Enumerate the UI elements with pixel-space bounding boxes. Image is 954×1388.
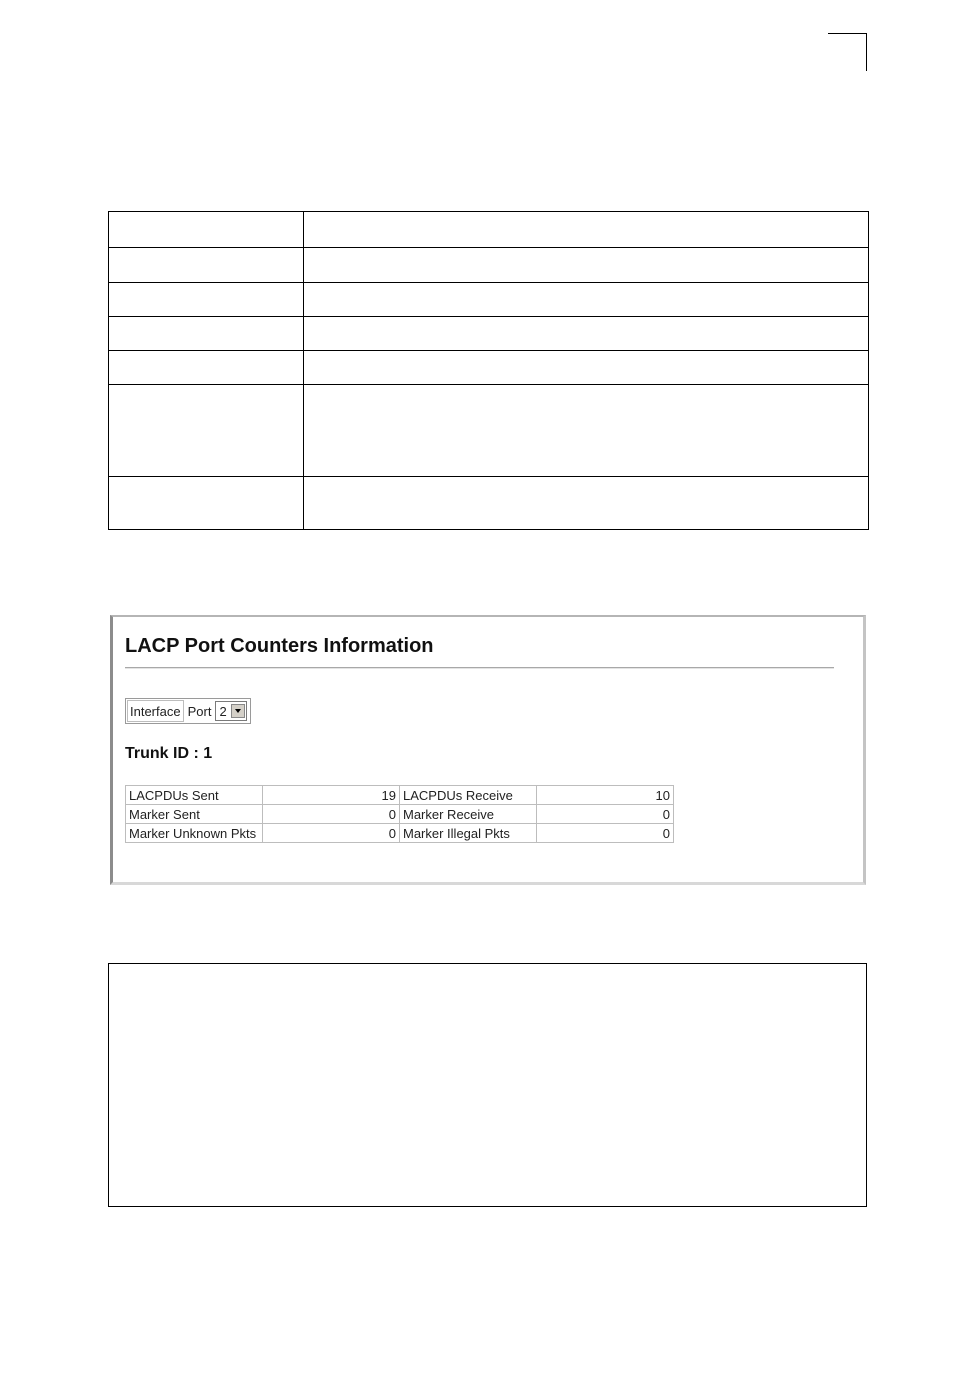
counter-label: Marker Receive: [400, 805, 537, 824]
interface-label: Interface: [127, 700, 184, 722]
title-divider: [125, 667, 834, 669]
port-select-value: 2: [219, 703, 227, 719]
panel-title: LACP Port Counters Information: [125, 635, 434, 657]
port-label: Port: [187, 703, 212, 719]
table-cell: [109, 385, 304, 477]
table-row: [126, 824, 674, 843]
counter-value: 10: [537, 786, 674, 805]
table-cell: [304, 248, 869, 283]
table-row: [126, 805, 674, 824]
counter-label: LACPDUs Receive: [400, 786, 537, 805]
chevron-down-icon[interactable]: [231, 704, 245, 718]
table-cell: [304, 283, 869, 317]
counter-value: 19: [263, 786, 400, 805]
counter-label: Marker Illegal Pkts: [400, 824, 537, 843]
table-cell: [109, 212, 304, 248]
interface-selector: [125, 698, 251, 724]
port-selector-group: [186, 700, 249, 722]
trunk-id: Trunk ID : 1: [125, 745, 213, 762]
table-cell: [304, 385, 869, 477]
counter-label: Marker Unknown Pkts: [126, 824, 263, 843]
table-cell: [304, 477, 869, 530]
counter-value: 0: [263, 805, 400, 824]
table-cell: [109, 477, 304, 530]
table-cell: [304, 212, 869, 248]
table-cell: [304, 351, 869, 385]
table-cell: [109, 283, 304, 317]
port-select[interactable]: [215, 701, 246, 721]
counters-table: [125, 785, 674, 843]
counter-value: 0: [537, 824, 674, 843]
counter-value: 0: [263, 824, 400, 843]
table-cell: [109, 351, 304, 385]
counter-label: Marker Sent: [126, 805, 263, 824]
table-cell: [109, 317, 304, 351]
cli-example-box: [108, 963, 867, 1207]
table-row: [126, 786, 674, 805]
description-table: [108, 211, 869, 530]
lacp-counters-screenshot: [110, 615, 866, 885]
page-corner-mark: [828, 33, 867, 71]
table-cell: [109, 248, 304, 283]
counter-label: LACPDUs Sent: [126, 786, 263, 805]
table-cell: [304, 317, 869, 351]
counter-value: 0: [537, 805, 674, 824]
